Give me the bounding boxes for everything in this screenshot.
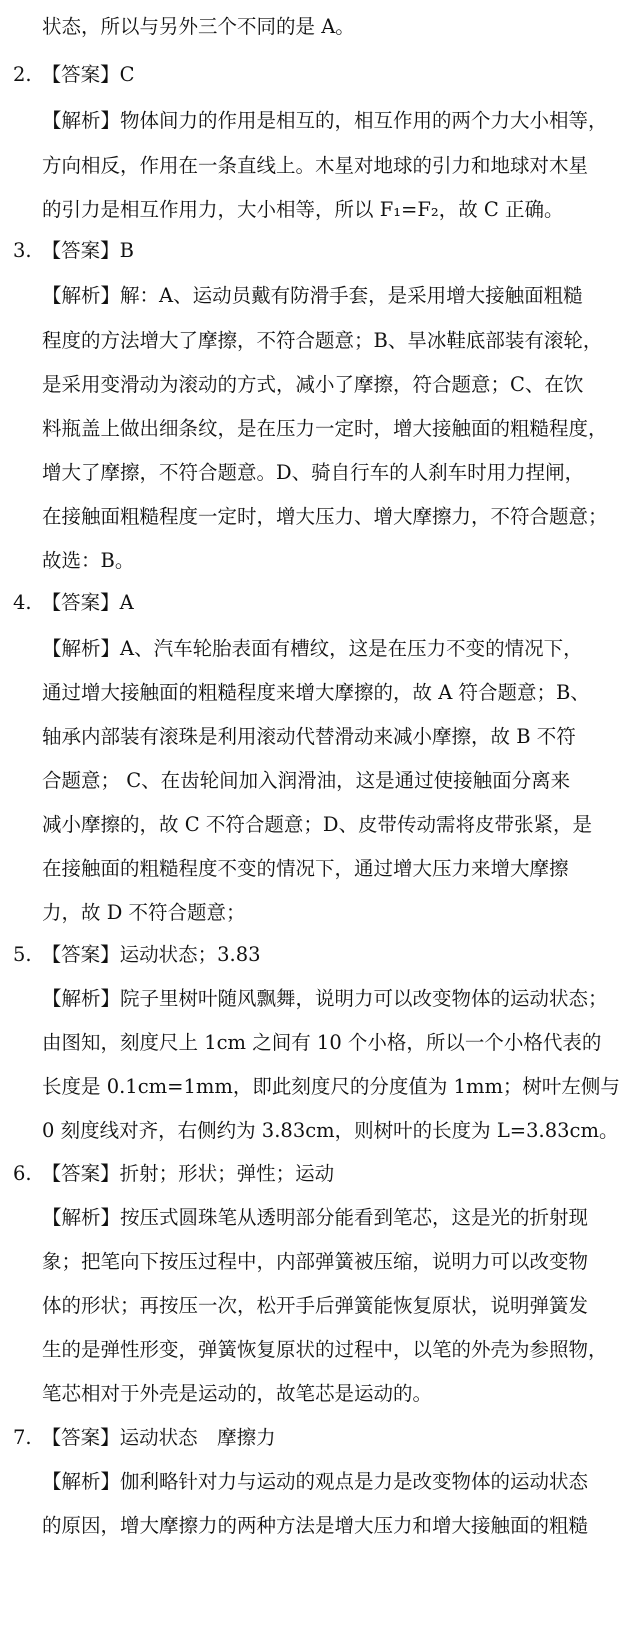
item-7-analysis-line	[42, 1468, 588, 1496]
answer-value: 折射；形状；弹性；运动	[119, 1162, 335, 1185]
analysis-line: 轴承内部装有滚珠是利用滚动代替滑动来减小摩擦，故 B 不符	[42, 725, 576, 748]
item-6-analysis-line	[42, 1204, 588, 1232]
analysis-line: 的引力是相互作用力，大小相等，所以 F₁=F₂，故 C 正确。	[42, 198, 564, 221]
continued-text-line: 状态，所以与另外三个不同的是 A。	[42, 15, 355, 38]
analysis-line: 方向相反，作用在一条直线上。木星对地球的引力和地球对木星	[42, 154, 589, 177]
item-number: 4.	[13, 591, 32, 614]
answer-value: C	[119, 63, 135, 86]
item-3-answer-row	[13, 237, 134, 265]
item-4-analysis-line	[42, 635, 583, 663]
item-2-analysis-line	[42, 107, 608, 135]
answer-value: 运动状态；3.83	[119, 943, 261, 966]
answer-label: 【答案】	[41, 1426, 120, 1449]
analysis-line: 体的形状；再按压一次，松开手后弹簧能恢复原状，说明弹簧发	[42, 1294, 589, 1317]
item-number: 3.	[13, 239, 32, 262]
analysis-text: A、汽车轮胎表面有槽纹，这是在压力不变的情况下，	[120, 637, 583, 660]
answer-label: 【答案】	[41, 63, 120, 86]
analysis-label: 【解析】	[42, 284, 121, 307]
analysis-label: 【解析】	[42, 987, 121, 1010]
analysis-line: 力，故 D 不符合题意；	[42, 901, 246, 924]
analysis-line: 程度的方法增大了摩擦，不符合题意；B、旱冰鞋底部装有滚轮，	[42, 329, 603, 352]
analysis-line: 的原因，增大摩擦力的两种方法是增大压力和增大接触面的粗糙	[42, 1514, 589, 1537]
analysis-line: 料瓶盖上做出细条纹，是在压力一定时，增大接触面的粗糙程度，	[42, 417, 608, 440]
analysis-line: 减小摩擦的，故 C 不符合题意；D、皮带传动需将皮带张紧，是	[42, 813, 592, 836]
analysis-label: 【解析】	[42, 637, 121, 660]
analysis-line: 故选：B。	[42, 549, 135, 572]
item-number: 5.	[13, 943, 32, 966]
analysis-line: 象；把笔向下按压过程中，内部弹簧被压缩，说明力可以改变物	[42, 1250, 589, 1273]
item-number: 2.	[13, 63, 32, 86]
analysis-text: 伽利略针对力与运动的观点是力是改变物体的运动状态	[120, 1470, 589, 1493]
item-number: 7.	[13, 1426, 32, 1449]
item-3-analysis-line	[42, 282, 583, 310]
analysis-line: 0 刻度线对齐，右侧约为 3.83cm，则树叶的长度为 L=3.83cm。	[42, 1119, 619, 1142]
analysis-label: 【解析】	[42, 109, 121, 132]
analysis-line: 是采用变滑动为滚动的方式，减小了摩擦，符合题意；C、在饮	[42, 373, 584, 396]
item-6-answer-row	[13, 1160, 334, 1188]
analysis-line: 在接触面粗糙程度一定时，增大压力、增大摩擦力，不符合题意；	[42, 505, 608, 528]
item-2-answer-row	[13, 61, 135, 89]
answer-value: 运动状态 摩擦力	[119, 1426, 276, 1449]
answer-value: A	[119, 591, 134, 614]
analysis-text: 院子里树叶随风飘舞，说明力可以改变物体的运动状态；	[120, 987, 608, 1010]
analysis-label: 【解析】	[42, 1470, 121, 1493]
item-5-analysis-line	[42, 985, 608, 1013]
analysis-text: 解：A、运动员戴有防滑手套，是采用增大接触面粗糙	[120, 284, 583, 307]
answer-label: 【答案】	[41, 1162, 120, 1185]
analysis-line: 在接触面的粗糙程度不变的情况下，通过增大压力来增大摩擦	[42, 857, 569, 880]
analysis-text: 按压式圆珠笔从透明部分能看到笔芯，这是光的折射现	[120, 1206, 589, 1229]
answer-value: B	[119, 239, 134, 262]
analysis-line: 合题意； C、在齿轮间加入润滑油，这是通过使接触面分离来	[42, 769, 571, 792]
answer-label: 【答案】	[41, 591, 120, 614]
item-5-answer-row	[13, 941, 261, 969]
item-7-answer-row	[13, 1424, 276, 1452]
analysis-line: 笔芯相对于外壳是运动的，故笔芯是运动的。	[42, 1382, 433, 1405]
analysis-line: 由图知，刻度尺上 1cm 之间有 10 个小格，所以一个小格代表的	[42, 1031, 602, 1054]
answer-label: 【答案】	[41, 239, 120, 262]
item-number: 6.	[13, 1162, 32, 1185]
item-4-answer-row	[13, 589, 134, 617]
analysis-text: 物体间力的作用是相互的，相互作用的两个力大小相等，	[120, 109, 608, 132]
analysis-label: 【解析】	[42, 1206, 121, 1229]
answer-label: 【答案】	[41, 943, 120, 966]
analysis-line: 长度是 0.1cm=1mm，即此刻度尺的分度值为 1mm；树叶左侧与	[42, 1075, 620, 1098]
analysis-line: 生的是弹性形变，弹簧恢复原状的过程中，以笔的外壳为参照物，	[42, 1338, 608, 1361]
analysis-line: 增大了摩擦，不符合题意。D、骑自行车的人刹车时用力捏闸，	[42, 461, 585, 484]
analysis-line: 通过增大接触面的粗糙程度来增大摩擦的，故 A 符合题意；B、	[42, 681, 590, 704]
